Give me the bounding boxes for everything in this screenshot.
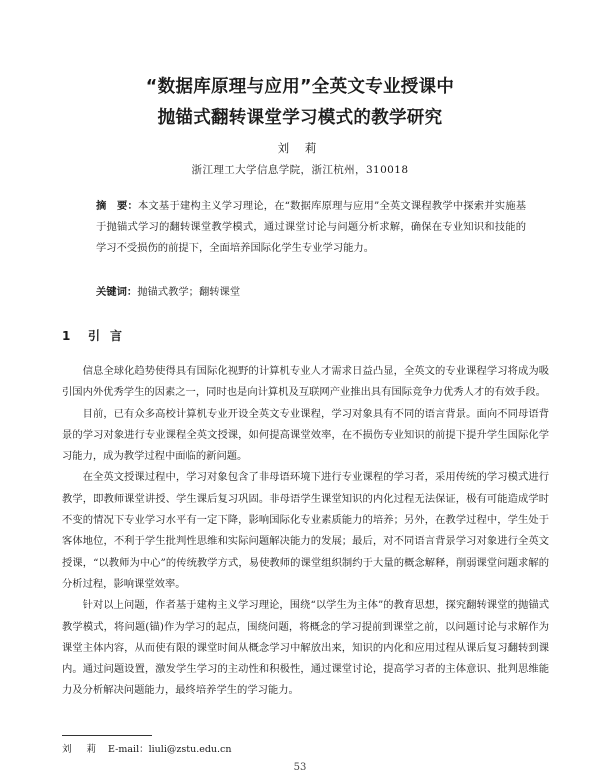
keywords-label: 关键词：: [96, 286, 138, 298]
keywords: [96, 282, 526, 303]
body-text: [62, 361, 549, 702]
paragraph: 目前，已有众多高校计算机专业开设全英文专业课程，学习对象具有不同的语言背景。面向不同母语背景的学习对象进行专业课程全英文授课，如何提高课堂效率，在不损伤专业知识的前提下提升学生国际化学习能力，成为教学过程中面临的新问题。: [62, 407, 549, 463]
section-heading: [62, 327, 132, 344]
title-line-1: “数据库原理与应用”全英文专业授课中: [145, 77, 455, 97]
page-number: 53: [293, 762, 307, 773]
paragraph: 在全英文授课过程中，学习对象包含了非母语环境下进行专业课程的学习者，采用传统的学习模式进行教学，即教师课堂讲授、学生课后复习巩固。非母语学生课堂知识的内化过程无法保证，极有可能造成学时不变的情况下专业学习水平有一定下降，影响国际化专业素质能力的培养；另外，在教学过程中，学生处于客体地位，不利于学生批判性思维和实际问题解决能力的发展；最后，对不同语言背景学习对象进行全英文授课，“以教师为中心”的传统教学方式，易使教师的课堂组织制约于大量的概念解释，削弱课堂问题求解的分析过程，影响课堂效率。: [62, 471, 549, 590]
author-affiliation: 浙江理工大学信息学院，浙江杭州，310018: [191, 164, 409, 176]
footnote-email: E-mail：liuli@zstu.edu.cn: [108, 744, 232, 755]
abstract-label: 摘 要：: [96, 200, 138, 212]
title-line-2: 抛锚式翻转课堂学习模式的教学研究: [157, 108, 443, 128]
section-title: 引言: [88, 329, 133, 343]
abstract: [96, 196, 526, 259]
section-number: 1: [62, 329, 71, 343]
abstract-text: 本文基于建构主义学习理论，在“数据库原理与应用”全英文课程教学中探索并实施基于抛锚式学习的翻转课堂教学模式，通过课堂讨论与问题分析求解，确保在专业知识和技能的学习不受损伤的前提下，全面培养国际化学生专业学习能力。: [96, 200, 527, 254]
footnote-divider: [62, 735, 152, 736]
footnote-author: 刘 莉: [62, 744, 103, 755]
paragraph: 针对以上问题，作者基于建构主义学习理论，围绕“以学生为主体”的教育思想，探究翻转课堂的抛锚式教学模式，将问题(锚)作为学习的起点，围绕问题，将概念的学习提前到课堂之前，以问题讨论与求解作为课堂主体内容，从而使有限的课堂时间从概念学习中解放出来，知识的内化和应用过程从课后复习翻转到课内。通过问题设置，激发学生学习的主动性和积极性，通过课堂讨论，提高学习者的主体意识、批判思维能力及分析解决问题能力，最终培养学生的学习能力。: [62, 599, 549, 697]
keywords-text: 抛锚式教学；翻转课堂: [137, 286, 241, 298]
author-name: 刘 莉: [277, 141, 323, 155]
footnote: [62, 741, 232, 755]
paragraph: 信息全球化趋势使得具有国际化视野的计算机专业人才需求日益凸显，全英文的专业课程学习将成为吸引国内外优秀学生的因素之一，同时也是向计算机及互联网产业推出具有国际竞争力优秀人才的有效手段。: [62, 365, 549, 399]
